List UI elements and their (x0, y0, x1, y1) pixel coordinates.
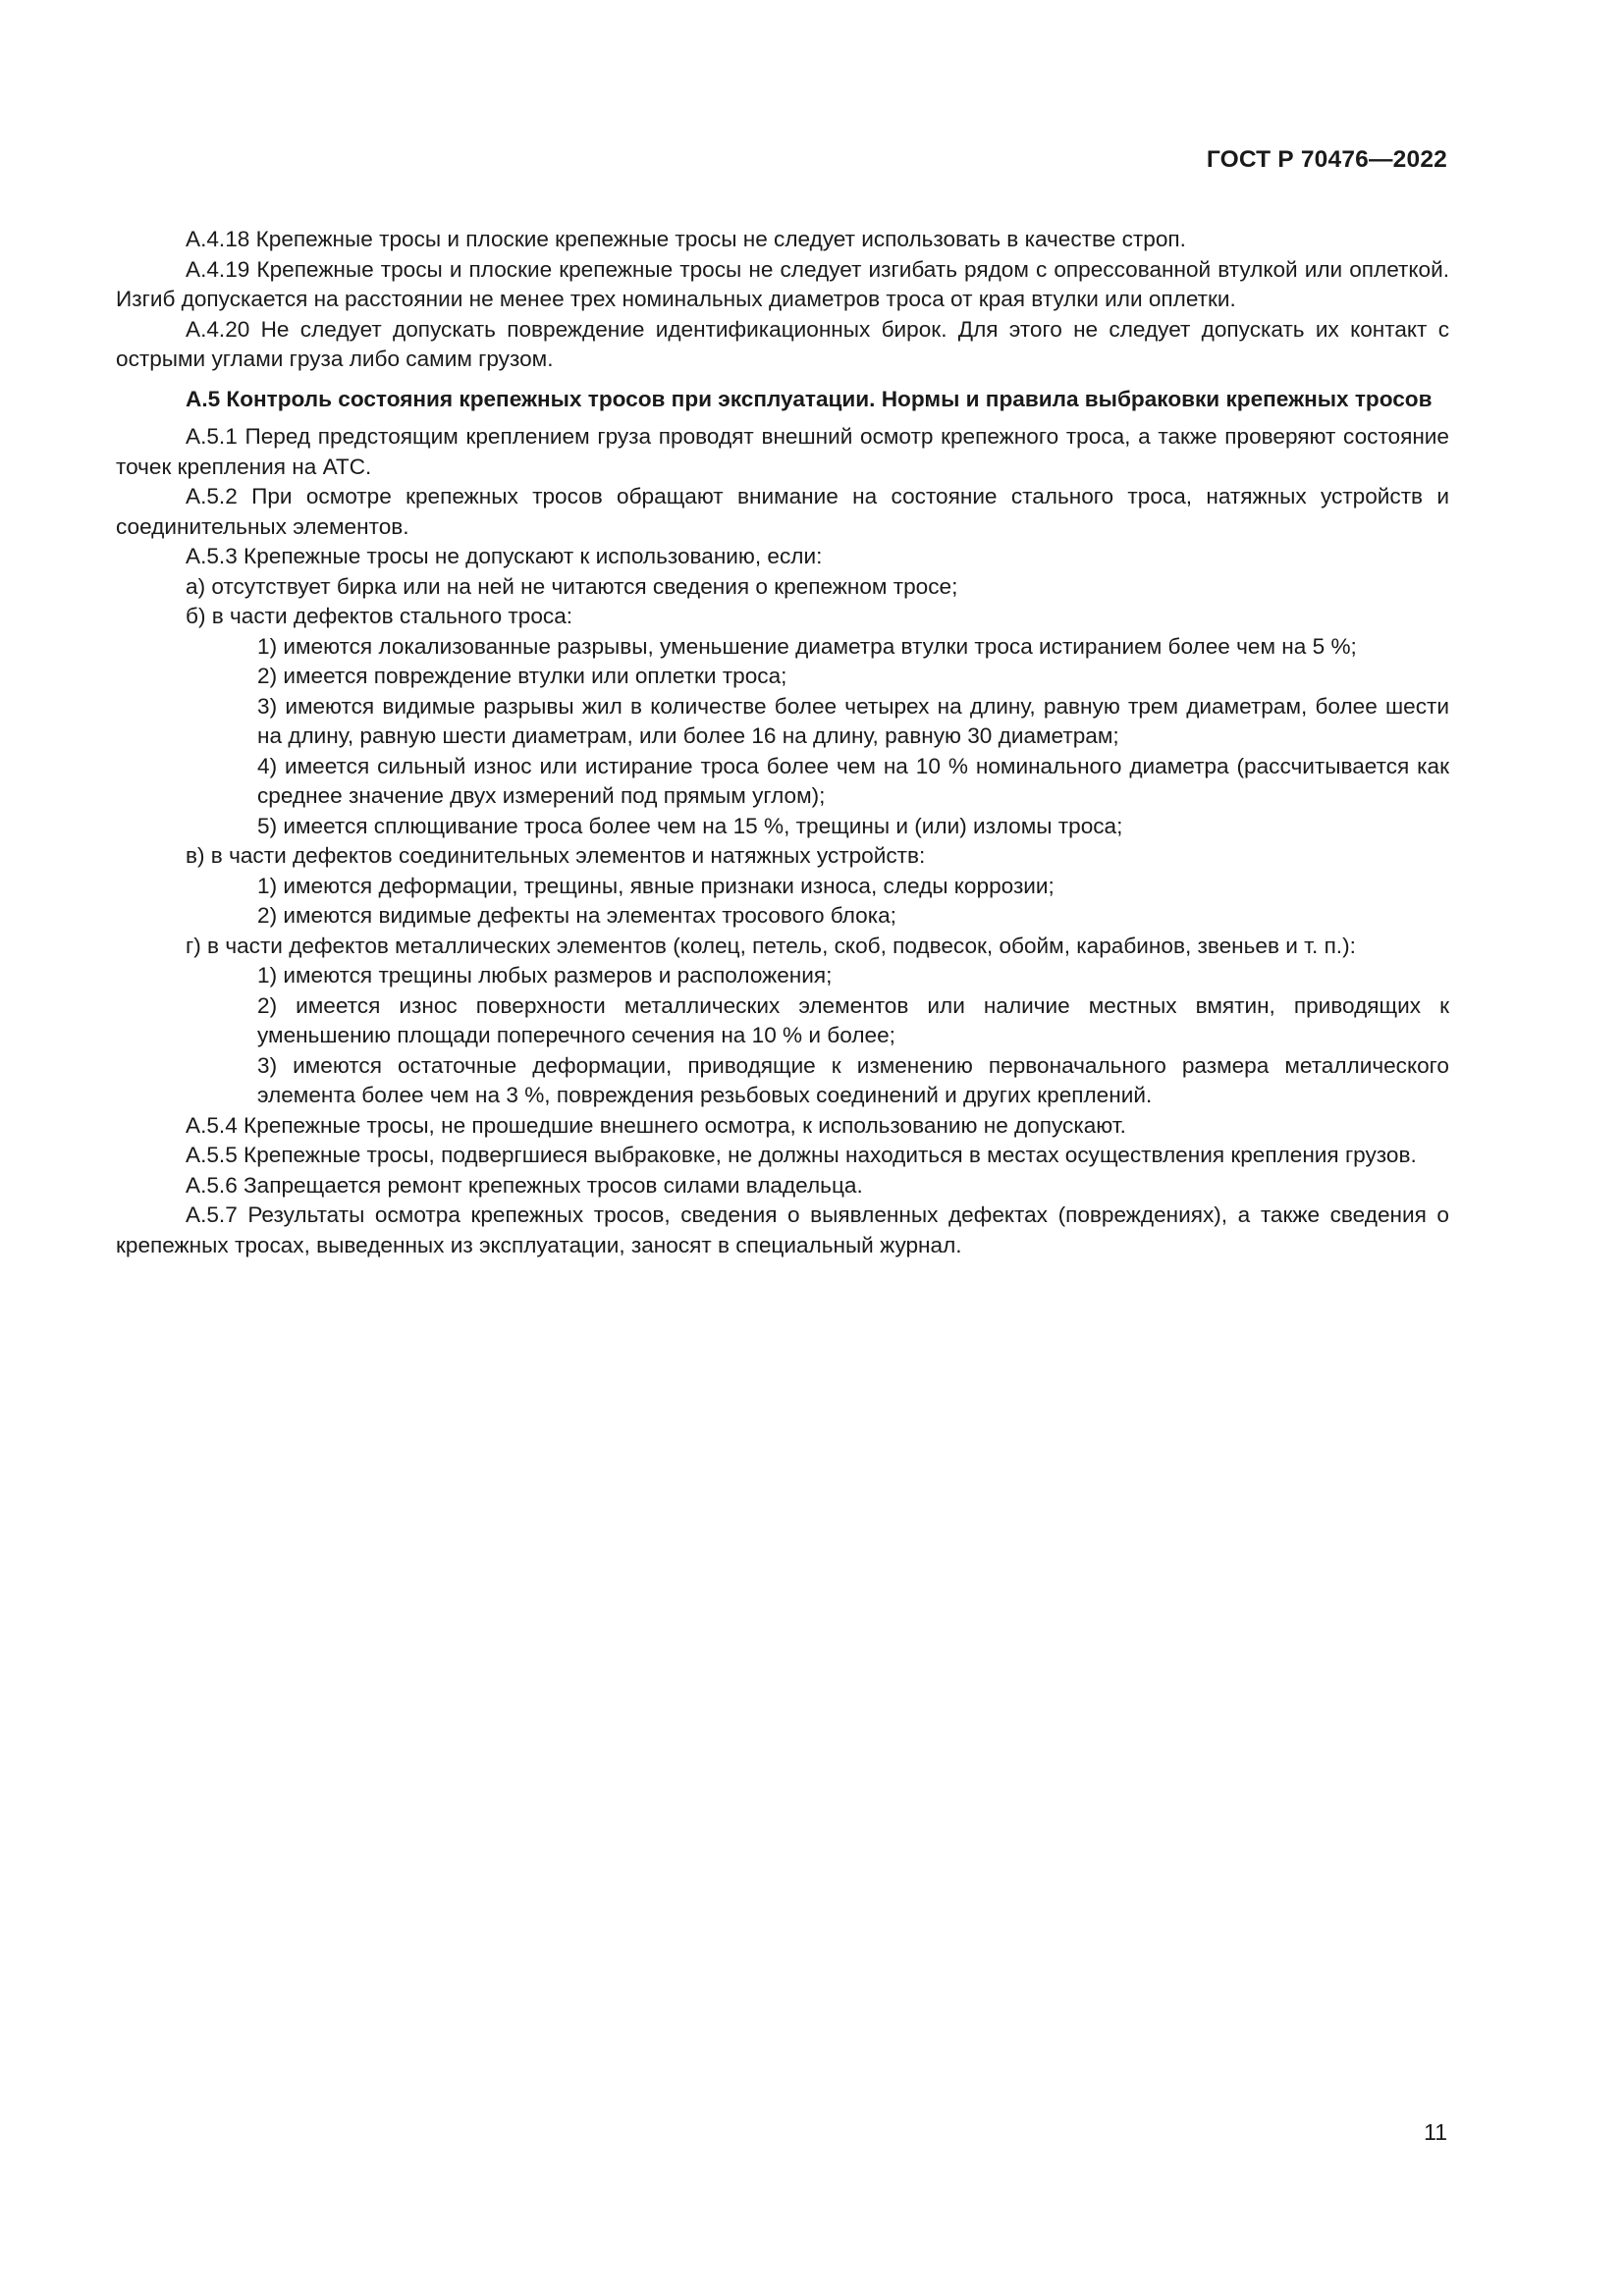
paragraph-a-5-5: А.5.5 Крепежные тросы, подвергшиеся выбраковке, не должны находиться в местах осуществления крепления грузов. (186, 1143, 1417, 1167)
list-item-b-2: 2) имеется повреждение втулки или оплетки троса; (257, 664, 787, 688)
list-item-b-3: 3) имеются видимые разрывы жил в количестве более четырех на длину, равную трем диаметрам, более шести на длину, равную шести диаметрам, или более 16 на длину, равную 30 диаметрам; (257, 693, 1449, 748)
list-item-a: а) отсутствует бирка или на ней не читаются сведения о крепежном тросе; (186, 573, 958, 599)
list-item-b-5: 5) имеется сплющивание троса более чем на 15 %, трещины и (или) изломы троса; (257, 813, 1123, 838)
paragraph-a-5-1: А.5.1 Перед предстоящим креплением груза проводят внешний осмотр крепежного троса, а также проверяют состояние точек крепления на АТС. (116, 424, 1449, 479)
list-item-v-2: 2) имеются видимые дефекты на элементах тросового блока; (257, 903, 896, 928)
list-item-b: б) в части дефектов стального троса: (186, 604, 573, 628)
paragraph-a-5-7: А.5.7 Результаты осмотра крепежных тросов, сведения о выявленных дефектах (повреждениях), а также сведения о крепежных тросах, выведенных из эксплуатации, заносят в специальный журнал. (116, 1202, 1449, 1257)
document-body (116, 225, 1449, 1260)
section-title-a-5: А.5 Контроль состояния крепежных тросов при эксплуатации. Нормы и правила выбраковки крепежных тросов (186, 386, 1433, 411)
paragraph-a-5-3: А.5.3 Крепежные тросы не допускают к использованию, если: (186, 544, 823, 568)
list-item-g-3: 3) имеются остаточные деформации, приводящие к изменению первоначального размера металлического элемента более чем на 3 %, повреждения резьбовых соединений и других креплений. (257, 1052, 1449, 1107)
list-item-g: г) в части дефектов металлических элементов (колец, петель, скоб, подвесок, обойм, карабинов, звеньев и т. п.): (186, 933, 1356, 958)
list-item-b-4: 4) имеется сильный износ или истирание троса более чем на 10 % номинального диаметра (рассчитывается как среднее значение двух измерений под прямым углом); (257, 753, 1449, 808)
list-item-g-2: 2) имеется износ поверхности металлических элементов или наличие местных вмятин, приводящих к уменьшению площади поперечного сечения на 10 % и более; (257, 992, 1449, 1047)
document-header: ГОСТ Р 70476—2022 (1206, 146, 1447, 173)
list-item-g-1: 1) имеются трещины любых размеров и расположения; (257, 963, 833, 988)
list-item-v: в) в части дефектов соединительных элементов и натяжных устройств: (186, 843, 926, 868)
paragraph-a-4-18: А.4.18 Крепежные тросы и плоские крепежные тросы не следует использовать в качестве строп. (186, 227, 1186, 251)
list-item-b-1: 1) имеются локализованные разрывы, уменьшение диаметра втулки троса истиранием более чем на 5 %; (257, 633, 1357, 659)
paragraph-a-4-20: А.4.20 Не следует допускать повреждение идентификационных бирок. Для этого не следует допускать их контакт с острыми углами груза либо самим грузом. (116, 316, 1449, 371)
page-number: 11 (1424, 2119, 1447, 2145)
paragraph-a-5-2: А.5.2 При осмотре крепежных тросов обращают внимание на состояние стального троса, натяжных устройств и соединительных элементов. (116, 484, 1449, 539)
list-item-v-1: 1) имеются деформации, трещины, явные признаки износа, следы коррозии; (257, 873, 1055, 898)
paragraph-a-4-19: А.4.19 Крепежные тросы и плоские крепежные тросы не следует изгибать рядом с опрессованной втулкой или оплеткой. Изгиб допускается на расстоянии не менее трех номинальных диаметров троса от края втулки или оплетки. (116, 256, 1449, 311)
paragraph-a-5-6: А.5.6 Запрещается ремонт крепежных тросов силами владельца. (186, 1172, 863, 1198)
paragraph-a-5-4: А.5.4 Крепежные тросы, не прошедшие внешнего осмотра, к использованию не допускают. (186, 1112, 1126, 1138)
